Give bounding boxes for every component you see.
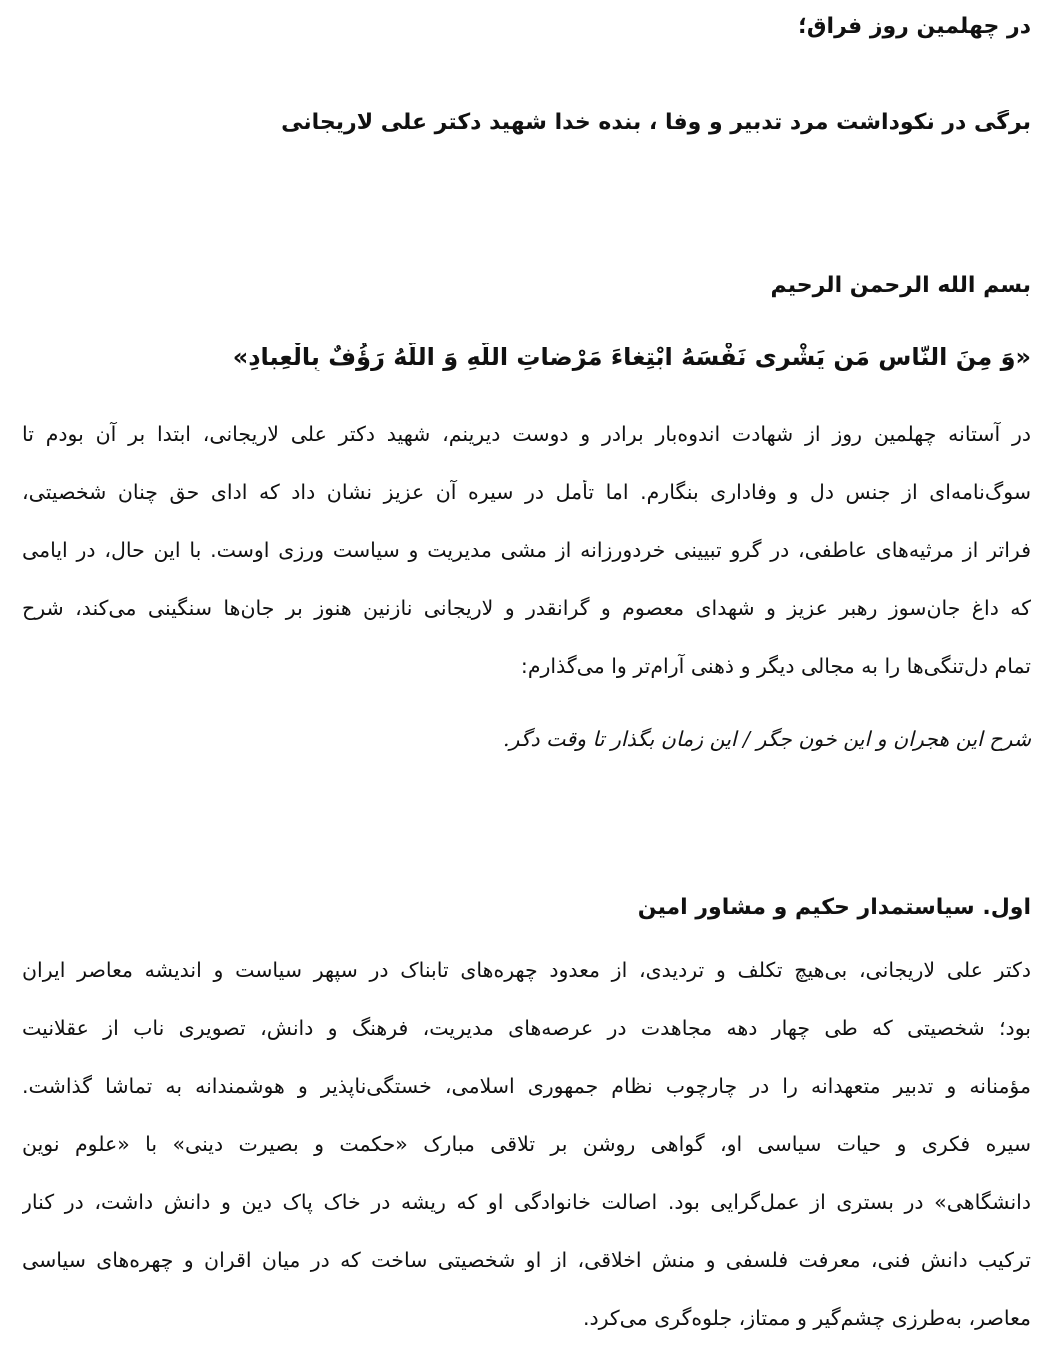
section-heading: اول. سیاستمدار حکیم و مشاور امین [637, 895, 1031, 920]
intro-paragraph-line: فراتر از مرثیه‌های عاطفی، در گرو تبیینی خردورزانه از مشی مدیریت و سیاست ورزی اوست. با این حال، در ایامی [22, 538, 1031, 562]
section-paragraph-line: دانشگاهی» در بستری از عمل‌گرایی بود. اصالت خانوادگی او که ریشه در خاک پاک دین و دانش داشت، در کنار [22, 1190, 1031, 1214]
section-paragraph-line: معاصر، به‌طرزی چشم‌گیر و ممتاز، جلوه‌گری می‌کرد. [582, 1306, 1031, 1330]
article-subtitle: برگی در نکوداشت مرد تدبیر و وفا ، بنده خدا شهید دکتر علی لاریجانی [281, 110, 1031, 135]
section-paragraph-line: بود؛ شخصیتی که طی چهار دهه مجاهدت در عرصه‌های مدیریت، فرهنگ و دانش، تصویری ناب از عقلانیت [22, 1016, 1031, 1040]
section-paragraph-line: مؤمنانه و تدبیر متعهدانه را در چارچوب نظام جمهوری اسلامی، خستگی‌ناپذیر و هوشمندانه به تماشا گذاشت. [22, 1074, 1031, 1098]
intro-paragraph-line: سوگ‌نامه‌ای از جنس دل و وفاداری بنگارم. اما تأمل در سیره آن عزیز نشان داد که ادای حق چنان شخصیتی، [22, 480, 1031, 504]
poem-verse: شرح این هجران و این خون جگر / این زمان بگذار تا وقت دگر. [502, 727, 1031, 751]
article [22, 0, 1031, 1346]
section-paragraph-line: سیره فکری و حیات سیاسی او، گواهی روشن بر تلاقی مبارک «حکمت و بصیرت دینی» با «علوم نوین [22, 1132, 1031, 1156]
basmala: بسم الله الرحمن الرحیم [770, 273, 1031, 298]
section-paragraph-line: ترکیب دانش فنی، معرفت فلسفی و منش اخلاقی، از او شخصیتی ساخت که در میان اقران و چهره‌های سیاسی [22, 1248, 1031, 1272]
intro-paragraph-line: در آستانه چهلمین روز از شهادت اندوه‌بار برادر و دوست دیرینم، شهید دکتر علی لاریجانی، ابتدا بر آن بودم تا [22, 422, 1031, 446]
section-paragraph-line: دکتر علی لاریجانی، بی‌هیچ تکلف و تردیدی، از معدود چهره‌های تابناک در سپهر سیاست و اندیشه معاصر ایران [22, 958, 1031, 982]
quran-verse: «وَ مِنَ النّاسِ مَن یَشْرِی نَفْسَهُ ابْتِغاءَ مَرْضاتِ اللَّهِ وَ اللَّهُ رَؤُفٌ بِالْعِبادِ» [232, 343, 1031, 371]
intro-paragraph-line: که داغ جان‌سوز رهبر عزیز و شهدای معصوم و گرانقدر و لاریجانی نازنین هنوز بر جان‌ها سنگینی می‌کند، شرح [22, 596, 1031, 620]
intro-paragraph-line: تمام دل‌تنگی‌ها را به مجالی دیگر و ذهنی آرام‌تر وا می‌گذارم: [520, 654, 1031, 678]
article-title: در چهلمین روز فراق؛ [798, 14, 1031, 39]
